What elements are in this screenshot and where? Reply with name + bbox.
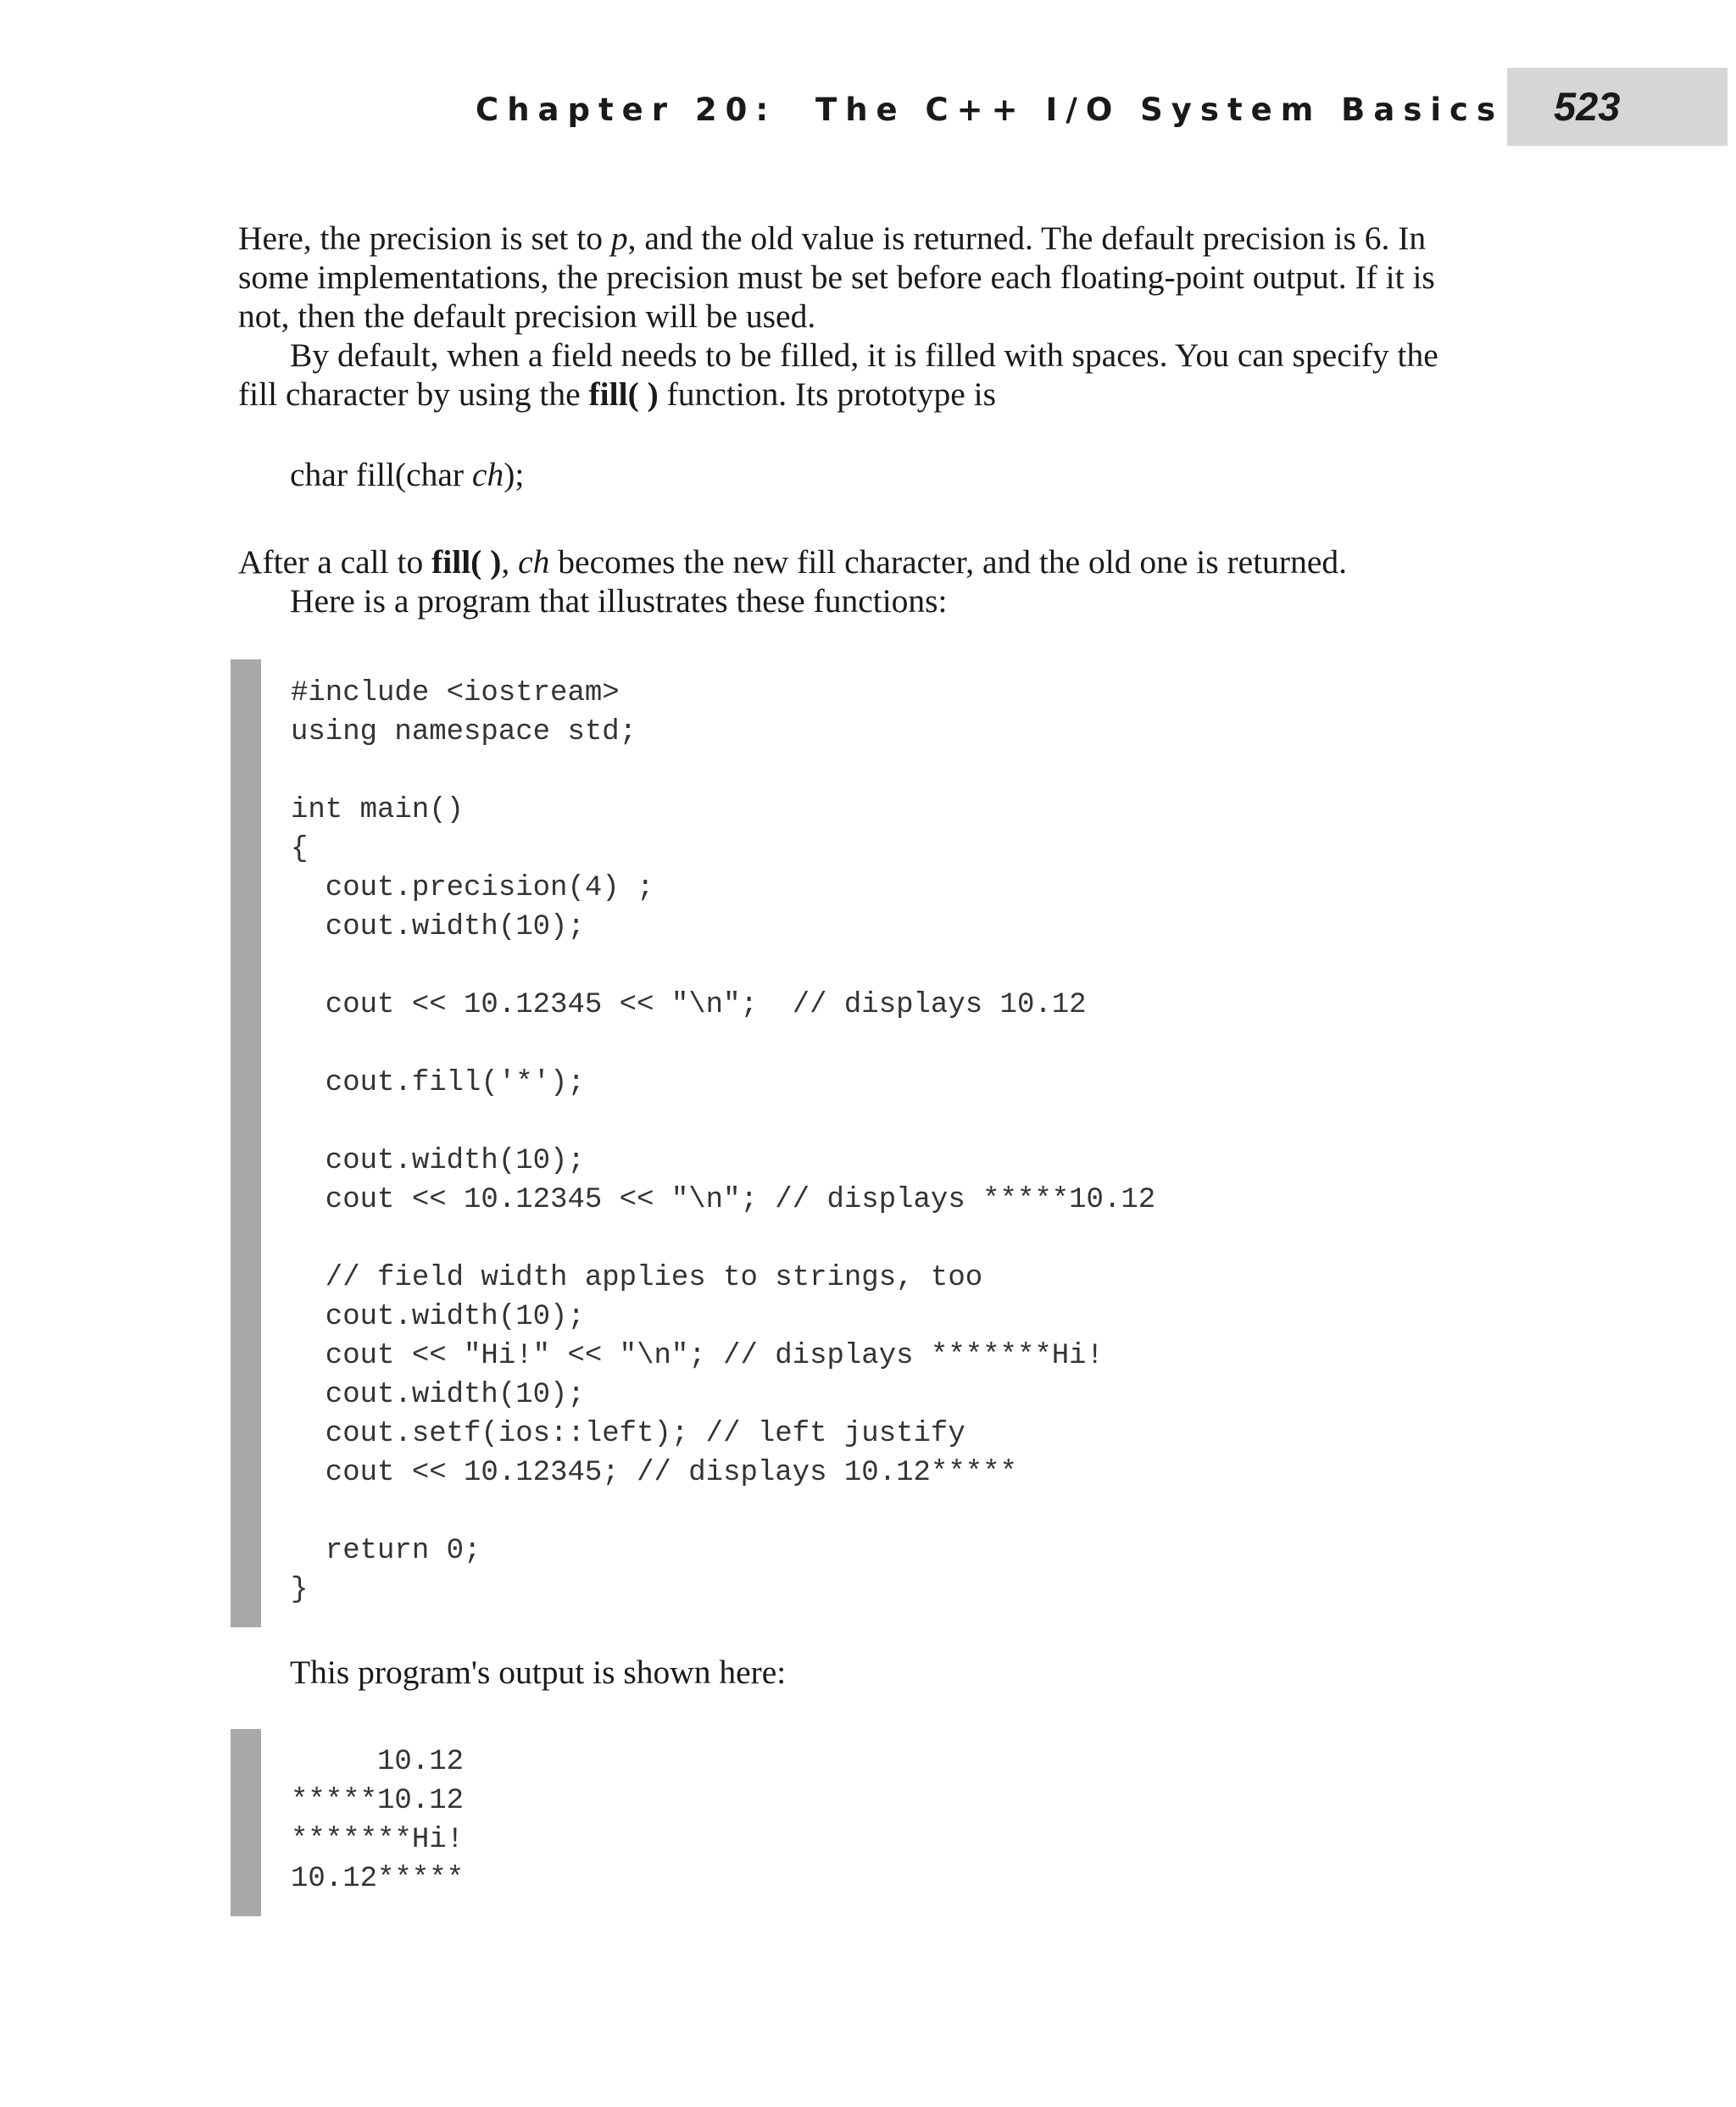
text-run: By default, when a field needs to be filled, it is filled with spaces. You can specify the fill character by using the xyxy=(238,336,1438,413)
text-run: ); xyxy=(504,456,525,493)
italic-param-p: p xyxy=(610,220,628,257)
paragraph-program-intro: Here is a program that illustrates these functions: xyxy=(290,582,948,620)
prototype-line xyxy=(290,455,1527,494)
output-margin-bar xyxy=(231,1729,261,1916)
prototype-text xyxy=(290,455,1527,494)
page-number: 523 xyxy=(1554,84,1621,129)
paragraph-after-call xyxy=(238,542,1476,620)
page-number-box xyxy=(1507,68,1728,146)
paragraph-text xyxy=(238,542,1476,581)
text-run: Here, the precision is set to xyxy=(238,220,611,257)
paragraph-output-intro xyxy=(290,1653,1527,1692)
text-run: becomes the new fill character, and the old one is returned. xyxy=(549,543,1347,581)
text-run: char fill(char xyxy=(290,456,472,493)
text-run: function. Its prototype is xyxy=(658,375,997,413)
text-run: After a call to xyxy=(238,543,432,581)
code-margin-bar xyxy=(231,659,261,1627)
text-run: , xyxy=(501,543,519,581)
text-run: , and the old value is returned. The default precision is 6. In some implementations, the precision must be set before each floating-point output. If it is not, then the default precision will be used. xyxy=(238,220,1435,335)
paragraph-text: This program's output is shown here: xyxy=(290,1654,787,1691)
bold-function-fill: fill( ) xyxy=(588,375,659,413)
chapter-title: Chapter 20: The C++ I/O System Basics xyxy=(476,92,1504,128)
bold-function-fill: fill( ) xyxy=(431,543,502,581)
paragraph-precision xyxy=(238,219,1476,414)
italic-param-ch: ch xyxy=(518,543,550,581)
output-listing: 10.12 *****10.12 *******Hi! 10.12***** xyxy=(291,1746,465,1895)
paragraph-text xyxy=(238,219,1476,336)
italic-param-ch: ch xyxy=(471,456,504,493)
paragraph-fill-intro xyxy=(238,336,1476,414)
code-listing: #include <iostream> using namespace std; int main() { cout.precision(4) ; cout.width(10); cout << 10.12345 << "\n"; // displays 10.12 cout.fill('*'); cout.width(10); cout << 10.12345 << "\n"; // displays *****10.12 // field width applies to strings, too cout.width(10); cout << "Hi!" << "\n"; // displays *******Hi! cout.width(10); cout.setf(ios::left); // left justify cout << 10.12345; // displays 10.12***** return 0; } xyxy=(291,677,1156,1606)
